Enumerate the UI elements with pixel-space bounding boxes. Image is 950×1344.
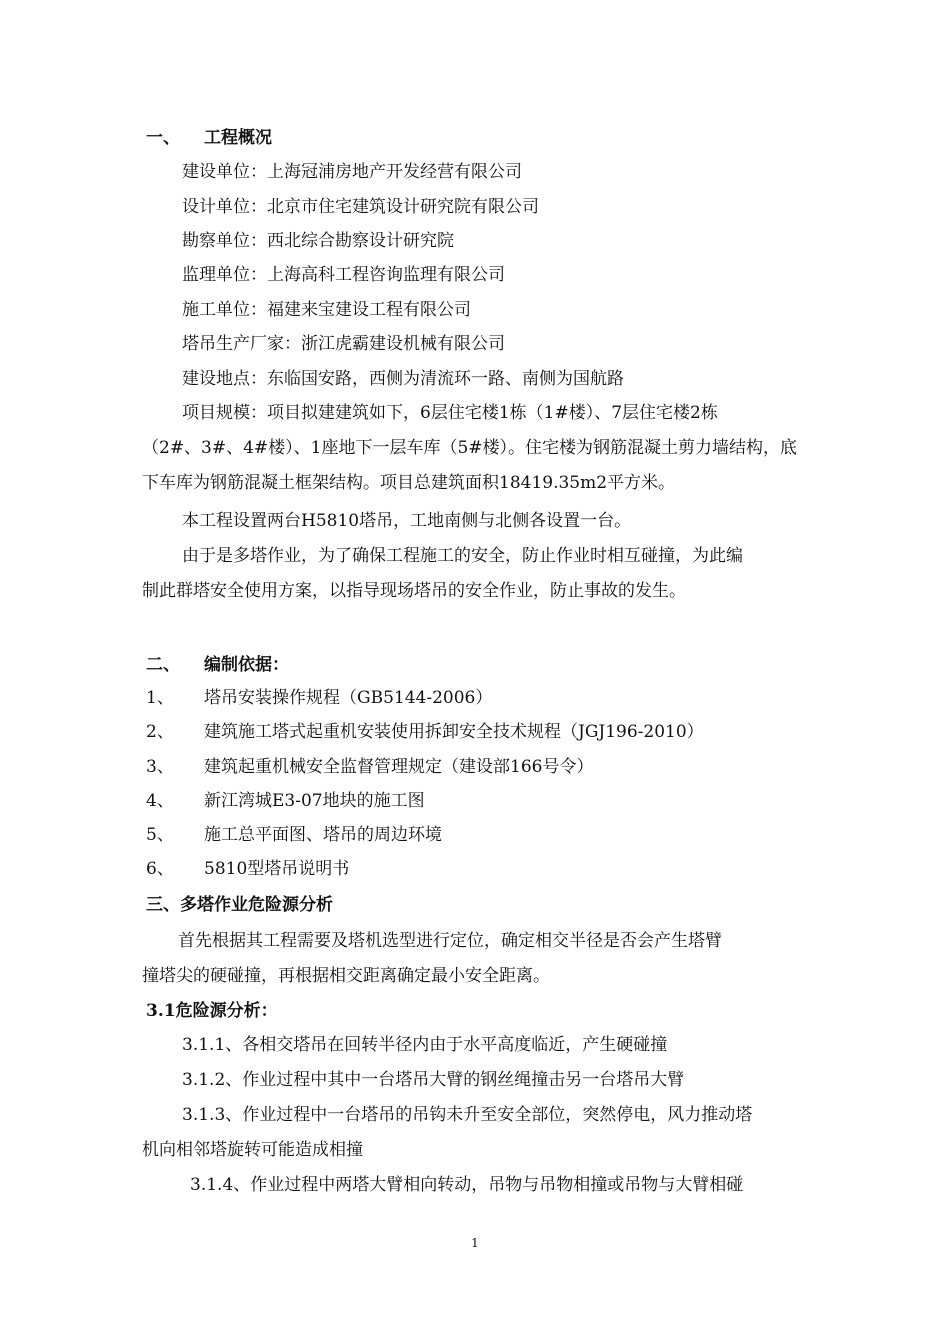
- project-scale-line-2: （2#、3#、4#楼）、1座地下一层车库（5#楼）。住宅楼为钢筋混凝土剪力墙结构，底: [142, 438, 798, 458]
- basis-item-number: 5、: [146, 825, 174, 845]
- basis-item: [146, 687, 492, 709]
- section-3-heading: 三、多塔作业危险源分析: [146, 895, 333, 915]
- basis-item: [146, 858, 349, 880]
- section-2-number: 二、: [146, 655, 180, 675]
- supervision-unit-line: 监理单位：上海高科工程咨询监理有限公司: [182, 265, 505, 285]
- survey-unit-line: 勘察单位：西北综合勘察设计研究院: [182, 231, 454, 251]
- basis-item-text: 建筑起重机械安全监督管理规定（建设部166号令）: [204, 757, 594, 777]
- basis-item: [146, 824, 442, 846]
- project-scale-line-3: 下车库为钢筋混凝土框架结构。项目总建筑面积18419.35m2平方米。: [142, 473, 676, 493]
- contractor-line: 施工单位：福建来宝建设工程有限公司: [182, 300, 471, 320]
- basis-item-text: 新江湾城E3-07地块的施工图: [204, 791, 425, 811]
- basis-item-text: 施工总平面图、塔吊的周边环境: [204, 825, 442, 845]
- basis-item-number: 4、: [146, 791, 174, 811]
- basis-item-text: 塔吊安装操作规程（GB5144-2006）: [204, 688, 493, 708]
- hazard-analysis-subtitle: 3.1危险源分析：: [146, 1001, 278, 1021]
- basis-item: [146, 756, 593, 778]
- section-3-intro-line-2: 撞塔尖的硬碰撞，再根据相交距离确定最小安全距离。: [142, 966, 550, 986]
- basis-item-number: 6、: [146, 859, 174, 879]
- page-number: 1: [471, 1236, 479, 1250]
- section-2-heading: [146, 654, 289, 676]
- basis-item: [146, 790, 425, 812]
- hazard-item-3-line-2: 机向相邻塔旋转可能造成相撞: [142, 1140, 363, 1160]
- basis-item-number: 1、: [146, 688, 174, 708]
- location-line: 建设地点：东临国安路，西侧为清流环一路、南侧为国航路: [182, 369, 624, 389]
- section-1-title: 工程概况: [204, 128, 272, 148]
- section-1-heading: [146, 127, 272, 149]
- design-unit-line: 设计单位：北京市住宅建筑设计研究院有限公司: [182, 197, 539, 217]
- hazard-item-1: 3.1.1、各相交塔吊在回转半径内由于水平高度临近，产生硬碰撞: [182, 1035, 668, 1055]
- basis-item-text: 5810型塔吊说明书: [204, 859, 350, 879]
- crane-manufacturer-line: 塔吊生产厂家：浙江虎霸建设机械有限公司: [182, 334, 505, 354]
- purpose-line-2: 制此群塔安全使用方案，以指导现场塔吊的安全作业，防止事故的发生。: [142, 581, 686, 601]
- purpose-line-1: 由于是多塔作业，为了确保工程施工的安全，防止作业时相互碰撞，为此编: [182, 546, 743, 566]
- basis-item-text: 建筑施工塔式起重机安装使用拆卸安全技术规程（JGJ196-2010）: [204, 722, 704, 742]
- tower-crane-line: 本工程设置两台H5810塔吊，工地南侧与北侧各设置一台。: [182, 511, 632, 531]
- section-3-intro-line-1: 首先根据其工程需要及塔机选型进行定位，确定相交半径是否会产生塔臂: [178, 931, 722, 951]
- basis-item-number: 3、: [146, 757, 174, 777]
- project-scale-line-1: 项目规模：项目拟建建筑如下，6层住宅楼1栋（1#楼）、7层住宅楼2栋: [182, 403, 718, 423]
- hazard-item-4: 3.1.4、作业过程中两塔大臂相向转动，吊物与吊物相撞或吊物与大臂相碰: [190, 1175, 744, 1195]
- basis-item-number: 2、: [146, 722, 174, 742]
- section-2-title: 编制依据：: [204, 655, 289, 675]
- basis-item: [146, 721, 704, 743]
- hazard-item-2: 3.1.2、作业过程中其中一台塔吊大臂的钢丝绳撞击另一台塔吊大臂: [182, 1070, 685, 1090]
- section-1-number: 一、: [146, 128, 180, 148]
- construction-unit-line: 建设单位：上海冠浦房地产开发经营有限公司: [182, 162, 522, 182]
- hazard-item-3-line-1: 3.1.3、作业过程中一台塔吊的吊钩未升至安全部位，突然停电，风力推动塔: [182, 1105, 753, 1125]
